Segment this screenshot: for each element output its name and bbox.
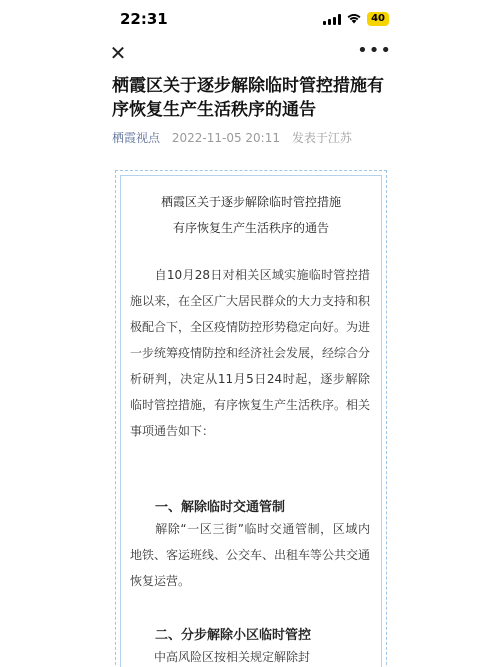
article-title: 栖霞区关于逐步解除临时管控措施有序恢复生产生活秩序的通告 (112, 76, 384, 120)
section1-paragraph: 解除“一区三街”临时交通管制，区域内地铁、客运班线、公交车、出租车等公共交通恢复运营。 (130, 522, 371, 588)
more-options-icon[interactable]: ••• (357, 40, 392, 61)
signal-bars-icon (323, 14, 341, 25)
publish-location: 发表于江苏 (291, 131, 352, 145)
status-bar (0, 0, 500, 40)
notice-title-line1: 栖霞区关于逐步解除临时管控措施 (160, 195, 341, 209)
nav-bar (0, 40, 500, 70)
notice-intro-paragraph: 自10月28日对相关区域实施临时管控措施以来，在全区广大居民群众的大力支持和积极配合下，全区疫情防控形势稳定向好。为进一步统筹疫情防控和经济社会发展，经综合分析研判，决定从11月5日24时起，逐步解除临时管控措施，有序恢复生产生活秩序。相关事项通告如下： (130, 268, 371, 438)
section2-heading: 二、分步解除小区临时管控 (155, 628, 312, 643)
status-icons (323, 12, 389, 26)
source-account-link[interactable]: 栖霞视点 (112, 131, 161, 145)
close-icon[interactable]: ✕ (109, 41, 127, 65)
publish-datetime: 2022-11-05 20:11 (171, 131, 280, 145)
article-meta (112, 129, 360, 146)
notice-title-line2: 有序恢复生产生活秩序的通告 (172, 221, 329, 235)
status-time: 22:31 (120, 10, 168, 28)
battery-indicator: 40 (367, 12, 389, 26)
section2-paragraph: 中高风险区按相关规定解除封 (130, 650, 311, 664)
section1-heading: 一、解除临时交通管制 (155, 500, 286, 515)
wifi-icon (347, 13, 361, 26)
